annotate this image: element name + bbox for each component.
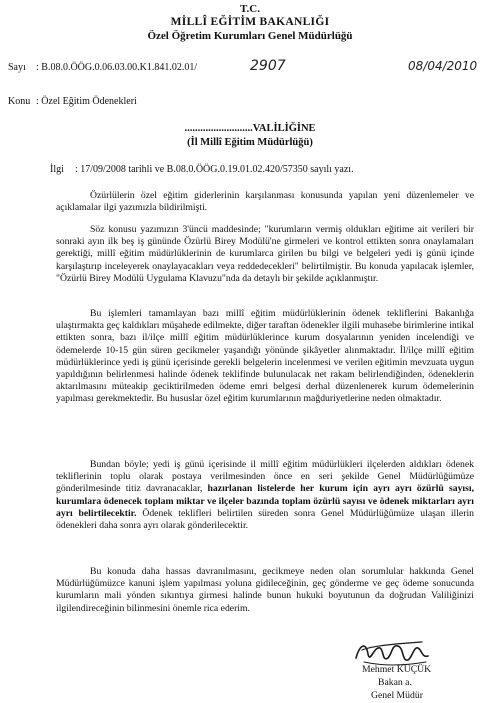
recipient-line2: (İl Millî Eğitim Müdürlüğü) — [187, 137, 313, 148]
recipient-line1: ..........................VALİLİĞİNE — [184, 123, 316, 134]
handwritten-date: 08/04/2010 — [408, 59, 478, 73]
signature-name: Mehmet KÜÇÜK — [362, 664, 432, 675]
paragraph-4-text-after: Ödenek teklifleri belirtilen süreden sonra Genel Müdürlüğümüze ulaşan illerin ödenekleri daha sonra ayrı olarak gönderilecektir. — [56, 507, 474, 532]
ilgi-label: İlgi — [50, 164, 64, 175]
paragraph-2 — [56, 224, 474, 285]
signature-title1: Bakan a. — [378, 677, 412, 688]
paragraph-4 — [56, 459, 474, 532]
paragraph-1-text: Özürlülerin özel eğitim giderlerinin karşılanması konusunda yapılan yeni düzenlemeler ve açıklamalar ilgi yazımızla bildirilmişti. — [56, 190, 474, 214]
paragraph-4-text-bold: hazırlanan listelerde her kurum için ayrı ayrı özürlü sayısı, kurumlara ödenecek toplam miktar ve ilçeler bazında toplam özürlü sayısı ve ödenek miktarları ayrı ayrı belirtilecektir. — [56, 483, 475, 519]
paragraph-2-text: Söz konusu yazımızın 3'üncü maddesinde; "kurumların vermiş oldukları eğitime ait verileri bir sonraki ayın ilk beş iş gününde Özürlü Birey Modülü'ne girmeleri ve kontrol ettikten sonra onaylamaları gerektiği, millî eğitim müdürlüklerinin de kurumlarca girilen bu bilgi ve belgeleri yedi iş günü içinde karşılaştırıp inceleyerek onaylayacakları veya reddedecekleri" belirtilmiştir. Bu konuda yapılacak işlemler, "Özürlü Birey Modülü Uygulama Klavuzu"nda da detaylı bir şekilde açıklanmıştır. — [56, 224, 474, 284]
paragraph-5-text: Bu konuda daha hassas davranılmasını, gecikmeye neden olan sorumlular hakkında Genel Müdürlüğümüzce kanuni işlem yapılması yoluna gidileceğinin, geç gönderme ve geç ödeme sonucunda kurumların mali yönden sıkıntıya girmesi halinde bunun hukuki boyutunun da doğrudan Valiliğinizi ilgilendireceğinin bilinmesini önemle rica ederim. — [56, 566, 474, 614]
signature-title2: Genel Müdür — [371, 690, 423, 701]
handwritten-number: 2907 — [250, 58, 286, 74]
konu-value: : Özel Eğitim Ödenekleri — [36, 96, 137, 107]
paragraph-3-text: Bu işlemleri tamamlayan bazı millî eğitim müdürlüklerinin ödenek tekliflerini Bakanlığa ulaştırmakta geç kaldıkları müşahede edilmekte, diğer taraftan ödenekler ilgili muhasebe birimlerine intikal ettikten sonra, bazı il/ilçe millî eğitim müdürlüklerince kurum dosyalarının yeniden incelendiği ve ödemelerde 10-15 gün süren gecikmeler yaşandığı yönünde şikâyetler alınmaktadır. İl/ilçe millî eğitim müdürlüklerince yedi iş günü içerisinde gerekli belgelerin incelenmesi ve verilen eğitimin mevzuata uygun yapıldığının belirlenmesi halinde ödenek teklifinde bulunulacak net rakam belirlendiğinden, ödeneklerin aktarılmasını müteakip geciktirilmeden ödeme emri belgesi derhal düzenlenerek kurum ödemelerinin yapılması gerekmektedir. Bu hususlar özel eğitim kurumlarının mağduriyetlerine neden olmaktadır. — [56, 308, 474, 405]
header-ministry: MİLLÎ EĞİTİM BAKANLIĞI — [170, 16, 330, 28]
paragraph-4-text-before: Bundan böyle; yedi iş günü içerisinde il millî eğitim müdürlükleri ilçelerden aldıkları ödenek tekliflerinin toplu olarak postaya verilmesinden önce en seri şekilde Genel Müdürlüğümüze gönderilmesinde titiz davranacaklar, — [56, 459, 474, 495]
paragraph-5 — [56, 566, 474, 615]
paragraph-3 — [56, 308, 474, 406]
sayi-label: Sayı — [8, 62, 26, 73]
paragraph-1 — [56, 190, 474, 214]
ilgi-value: : 17/09/2008 tarihli ve B.08.0.ÖÖG.0.19.01.02.420/57350 sayılı yazı. — [75, 164, 354, 175]
sayi-value: : B.08.0.ÖÖG.0.06.03.00.K1.841.02.01/ — [36, 62, 198, 73]
header-directorate: Özel Öğretim Kurumları Genel Müdürlüğü — [147, 30, 353, 42]
konu-label: Konu — [8, 96, 31, 107]
header-tc: T.C. — [240, 3, 260, 15]
